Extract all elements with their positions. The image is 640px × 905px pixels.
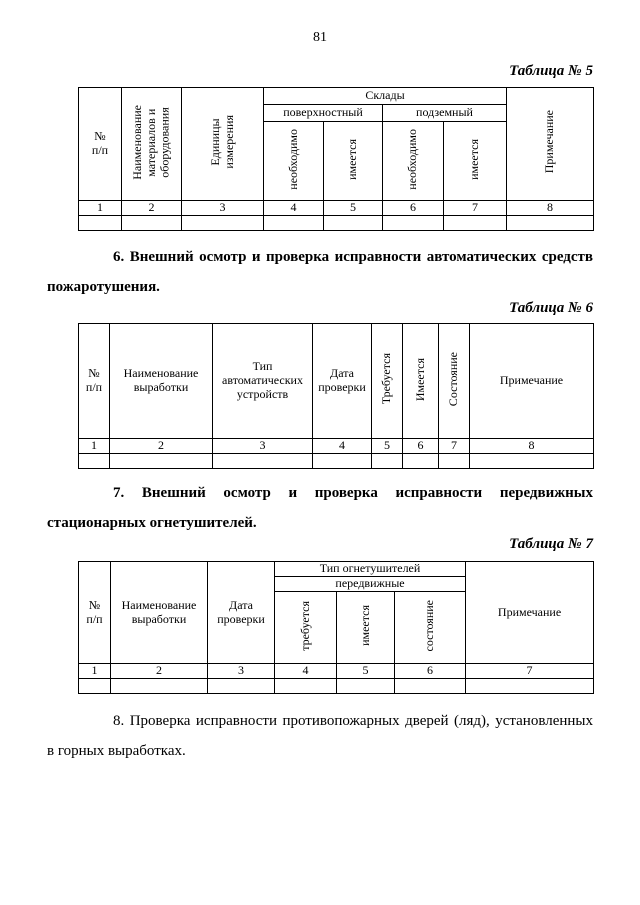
header-materials: Наименование материалов и оборудования: [122, 88, 182, 201]
header-required: Требуется: [372, 324, 403, 439]
table-row-numbers: [79, 201, 594, 216]
header-surface: поверхностный: [264, 105, 383, 122]
header-note: Примечание: [470, 324, 594, 439]
header-needed-underground: необходимо: [383, 122, 444, 201]
header-have: Имеется: [403, 324, 439, 439]
col-number: 1: [79, 201, 122, 216]
header-state: Состояние: [439, 324, 470, 439]
header-note: Примечание: [466, 562, 594, 664]
col-number: 1: [79, 439, 110, 454]
table-row-empty: [79, 454, 594, 469]
table-7-caption: Таблица № 7: [509, 536, 593, 552]
col-number: 2: [111, 664, 208, 679]
table-row-empty: [79, 679, 594, 694]
header-needed-surface: необходимо: [264, 122, 324, 201]
col-number: 6: [403, 439, 439, 454]
header-required: требуется: [275, 592, 337, 664]
col-number: 3: [213, 439, 313, 454]
paragraph-7: 7. Внешний осмотр и проверка исправности передвижных стационарных огнетушителей.: [47, 485, 593, 531]
header-workings: Наименование выработки: [111, 562, 208, 664]
header-underground: подземный: [383, 105, 507, 122]
col-number: 2: [122, 201, 182, 216]
header-units: Единицы измерения: [182, 88, 264, 201]
header-have-underground: имеется: [444, 122, 507, 201]
col-number: 5: [324, 201, 383, 216]
header-warehouses: Склады: [264, 88, 507, 105]
col-number: 7: [466, 664, 594, 679]
header-mobile: передвижные: [275, 577, 466, 592]
header-num: № п/п: [79, 562, 111, 664]
table-row-numbers: [79, 439, 594, 454]
col-number: 6: [383, 201, 444, 216]
table-6: [78, 323, 594, 469]
col-number: 3: [182, 201, 264, 216]
page-number: 81: [313, 30, 327, 45]
col-number: 5: [372, 439, 403, 454]
col-number: 7: [439, 439, 470, 454]
table-6-caption: Таблица № 6: [509, 300, 593, 316]
header-check-date: Дата проверки: [208, 562, 275, 664]
col-number: 7: [444, 201, 507, 216]
col-number: 4: [264, 201, 324, 216]
header-extinguisher-type: Тип огнетушителей: [275, 562, 466, 577]
col-number: 4: [275, 664, 337, 679]
header-state: состояние: [395, 592, 466, 664]
header-num: № п/п: [79, 88, 122, 201]
col-number: 3: [208, 664, 275, 679]
table-row-numbers: [79, 664, 594, 679]
col-number: 4: [313, 439, 372, 454]
header-have: имеется: [337, 592, 395, 664]
table-5-caption: Таблица № 5: [509, 63, 593, 79]
col-number: 2: [110, 439, 213, 454]
paragraph-6: 6. Внешний осмотр и проверка исправности автоматических средств пожаротушения.: [47, 249, 593, 295]
header-workings: Наименование выработки: [110, 324, 213, 439]
header-have-surface: имеется: [324, 122, 383, 201]
table-7: [78, 561, 594, 694]
header-num: № п/п: [79, 324, 110, 439]
paragraph-8: 8. Проверка исправности противопожарных дверей (ляд), установленных в горных выработках.: [47, 713, 593, 759]
table-row-empty: [79, 216, 594, 231]
header-device-type: Тип автоматических устройств: [213, 324, 313, 439]
col-number: 8: [507, 201, 594, 216]
col-number: 1: [79, 664, 111, 679]
col-number: 6: [395, 664, 466, 679]
table-5: [78, 87, 594, 231]
col-number: 5: [337, 664, 395, 679]
header-note: Примечание: [507, 88, 594, 201]
header-check-date: Дата проверки: [313, 324, 372, 439]
col-number: 8: [470, 439, 594, 454]
